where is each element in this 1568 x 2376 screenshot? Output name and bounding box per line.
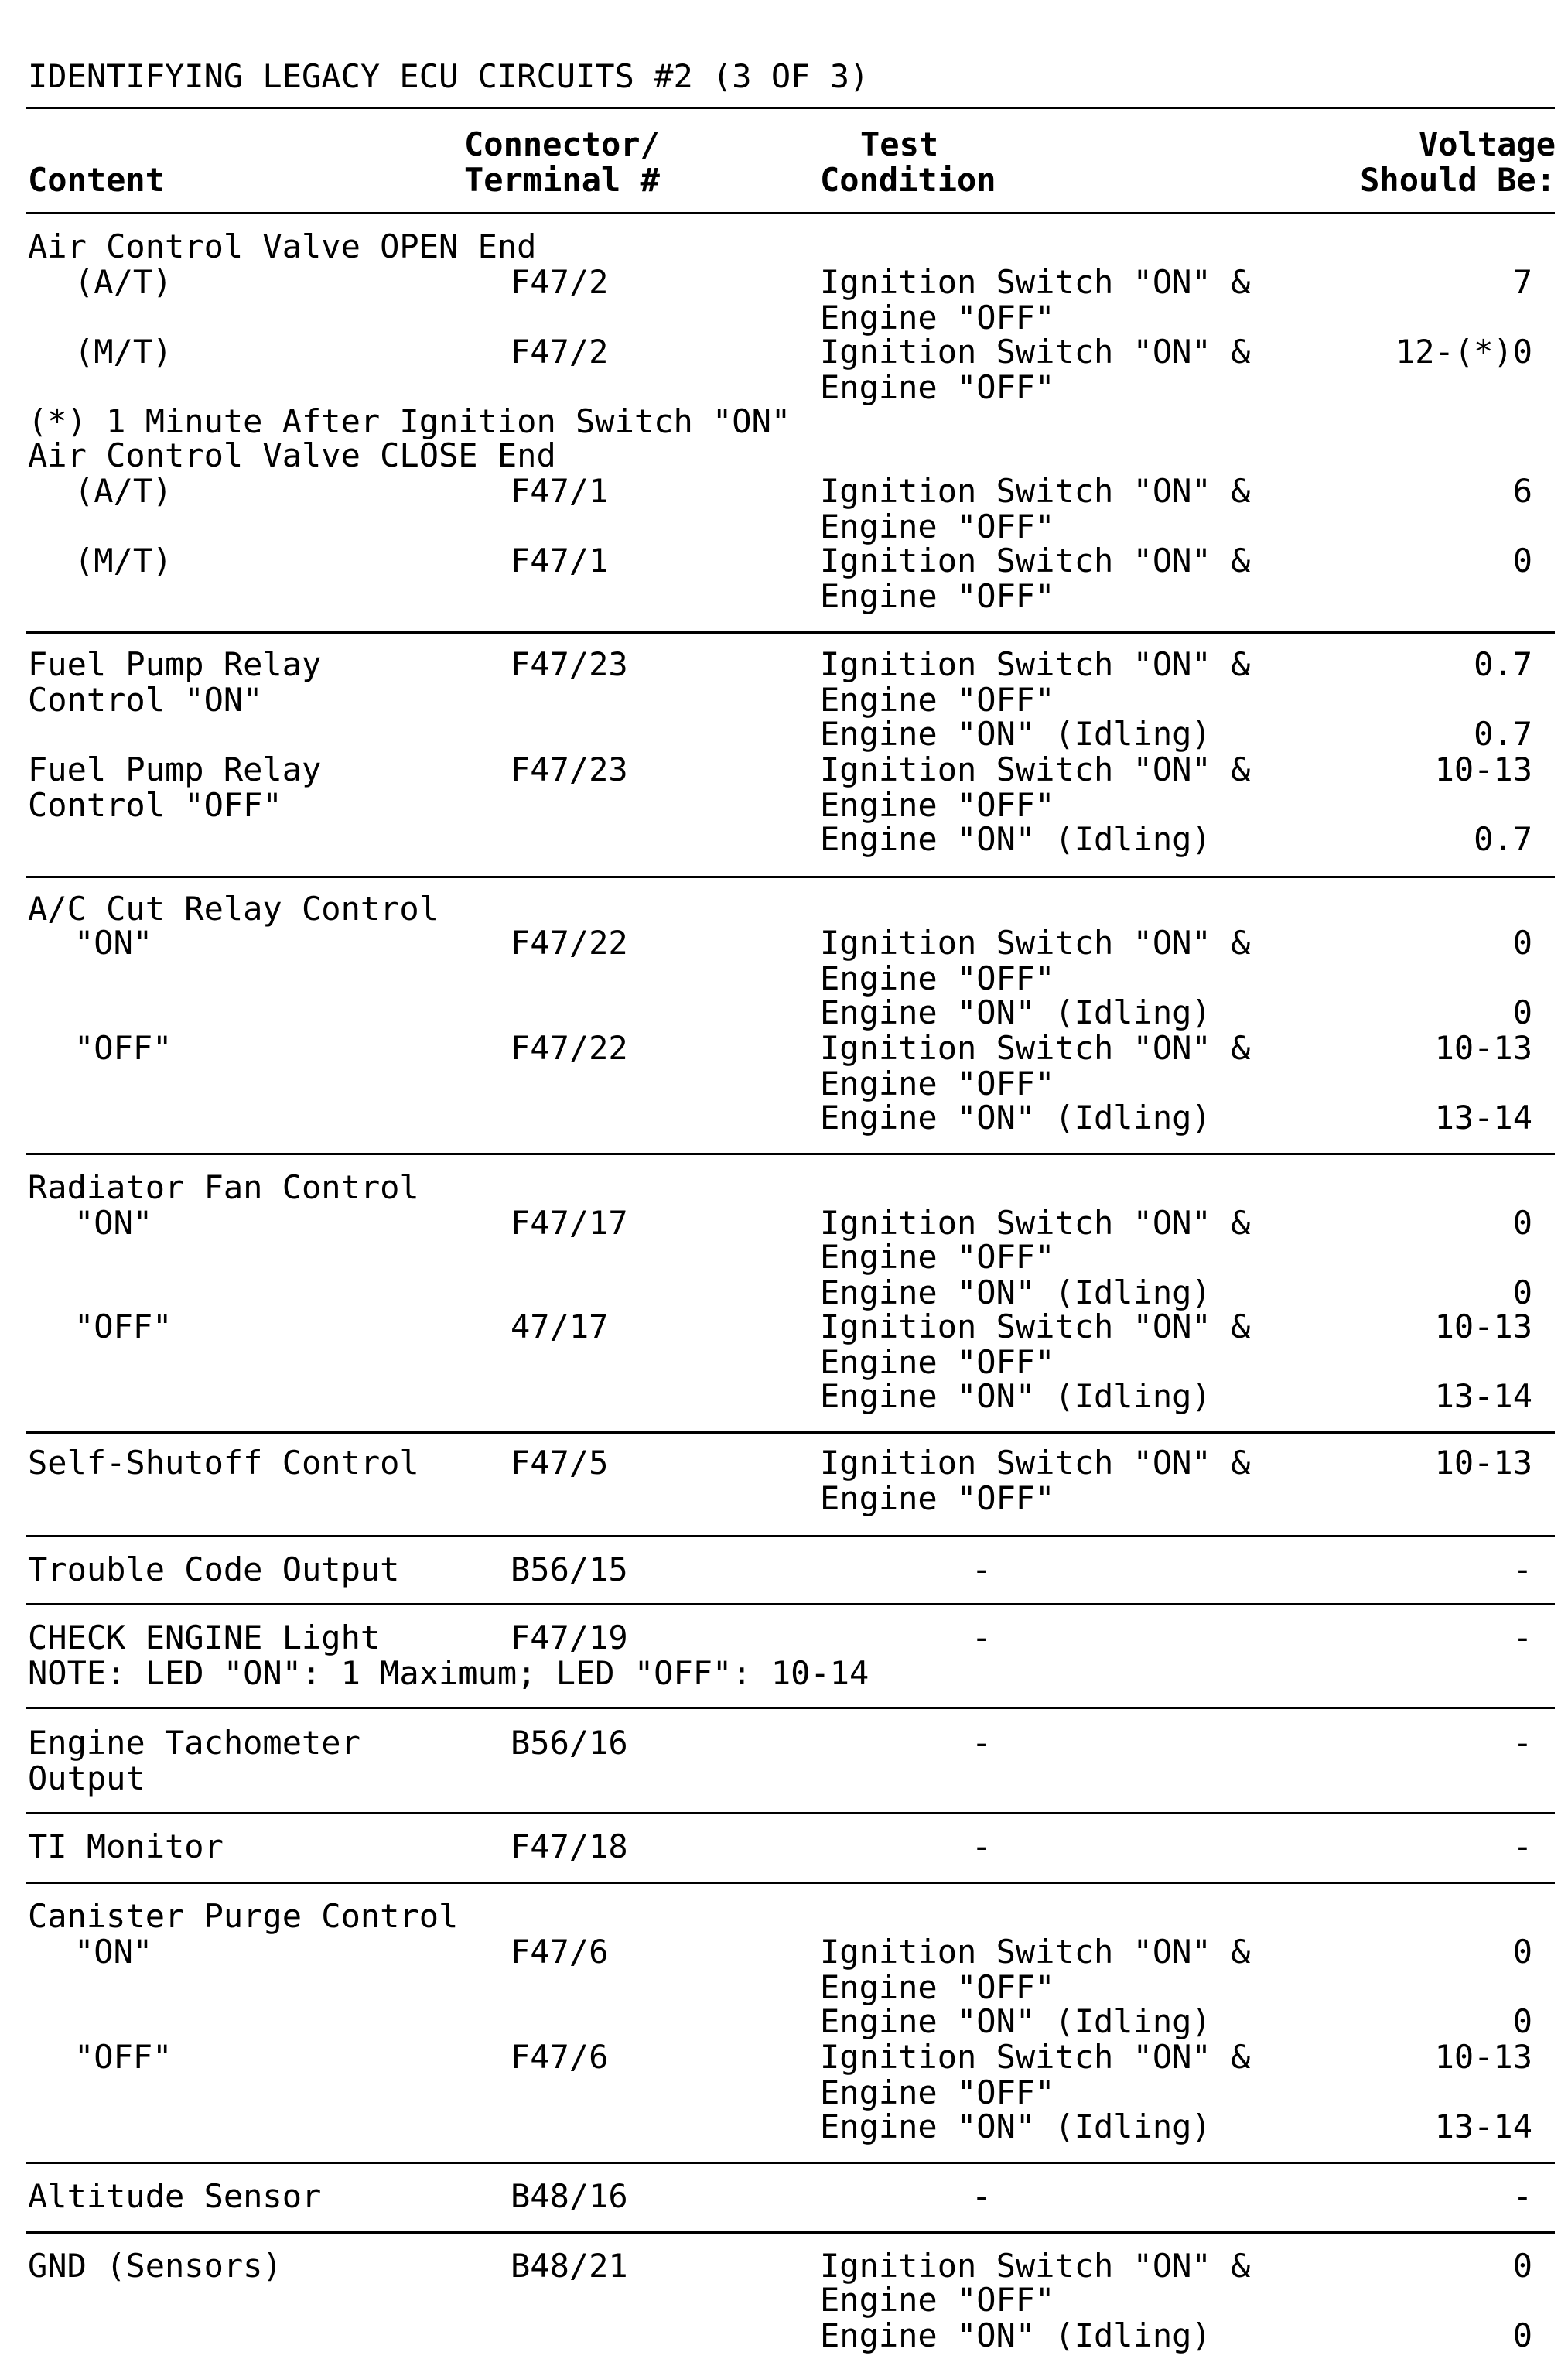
test-condition: Engine "OFF"	[820, 959, 1055, 997]
test-condition: Engine "ON" (Idling)	[820, 2316, 1211, 2354]
test-condition: Engine "ON" (Idling)	[820, 2002, 1211, 2040]
test-condition: Engine "OFF"	[820, 1065, 1055, 1103]
test-condition: Ignition Switch "ON" &	[820, 2038, 1251, 2076]
row-label: A/C Cut Relay Control	[28, 890, 439, 928]
divider	[26, 1812, 1555, 1814]
test-condition: Engine "OFF"	[820, 368, 1055, 406]
terminal-value: B48/16	[511, 2177, 628, 2215]
test-condition: Ignition Switch "ON" &	[820, 263, 1251, 301]
test-condition: -	[972, 1724, 992, 1762]
voltage-value: -	[1512, 1550, 1532, 1588]
voltage-value: 0	[1512, 2002, 1532, 2040]
row-label: Altitude Sensor	[28, 2177, 322, 2215]
voltage-value: 0	[1512, 542, 1532, 579]
header-should-be: Should Be:	[1360, 161, 1556, 199]
terminal-value: F47/17	[511, 1204, 628, 1242]
divider	[26, 1603, 1555, 1605]
test-condition: Ignition Switch "ON" &	[820, 750, 1251, 788]
row-label: Self-Shutoff Control	[28, 1444, 419, 1482]
row-sublabel: (A/T)	[74, 472, 173, 510]
row-label: Fuel Pump Relay	[28, 750, 322, 788]
test-condition: Engine "ON" (Idling)	[820, 2108, 1211, 2145]
terminal-value: F47/6	[511, 1933, 609, 1971]
voltage-value: -	[1512, 1827, 1532, 1865]
test-condition: Engine "ON" (Idling)	[820, 1273, 1211, 1311]
row-sublabel: (M/T)	[74, 333, 173, 371]
terminal-value: F47/22	[511, 924, 628, 962]
voltage-value: 0	[1512, 2316, 1532, 2354]
voltage-value: 0	[1512, 1204, 1532, 1242]
voltage-value: 10-13	[1434, 1444, 1532, 1482]
voltage-value: 13-14	[1434, 1377, 1532, 1415]
row-sublabel: (A/T)	[74, 263, 173, 301]
header-test: Test	[860, 125, 939, 163]
voltage-value: 0	[1512, 924, 1532, 962]
terminal-value: F47/2	[511, 333, 609, 371]
terminal-value: F47/5	[511, 1444, 609, 1482]
test-condition: Ignition Switch "ON" &	[820, 1029, 1251, 1067]
terminal-value: B48/21	[511, 2247, 628, 2285]
terminal-value: F47/23	[511, 750, 628, 788]
test-condition: Engine "OFF"	[820, 1479, 1055, 1517]
voltage-value: -	[1512, 1724, 1532, 1762]
divider	[26, 1707, 1555, 1709]
divider	[26, 2162, 1555, 2164]
header-connector: Connector/	[464, 125, 660, 163]
divider	[26, 2231, 1555, 2234]
test-condition: Engine "ON" (Idling)	[820, 820, 1211, 858]
divider	[26, 1153, 1555, 1155]
test-condition: Engine "ON" (Idling)	[820, 1099, 1211, 1137]
voltage-value: 10-13	[1434, 750, 1532, 788]
terminal-value: 47/17	[511, 1308, 609, 1345]
divider	[26, 1882, 1555, 1884]
row-label: Air Control Valve CLOSE End	[28, 436, 556, 474]
row-label: Radiator Fan Control	[28, 1168, 419, 1206]
voltage-value: 6	[1512, 472, 1532, 510]
test-condition: Engine "OFF"	[820, 2073, 1055, 2111]
test-condition: Ignition Switch "ON" &	[820, 1933, 1251, 1971]
test-condition: Engine "ON" (Idling)	[820, 715, 1211, 753]
voltage-value: 0.7	[1474, 645, 1532, 683]
voltage-value: 0	[1512, 2247, 1532, 2285]
terminal-value: F47/2	[511, 263, 609, 301]
voltage-value: -	[1512, 2177, 1532, 2215]
row-label: Output	[28, 1759, 145, 1797]
voltage-value: 12-(*)0	[1395, 333, 1532, 371]
voltage-value: 0	[1512, 1273, 1532, 1311]
terminal-value: F47/23	[511, 645, 628, 683]
document-title: IDENTIFYING LEGACY ECU CIRCUITS #2 (3 OF 3)	[28, 57, 869, 95]
row-sublabel: "OFF"	[74, 1308, 173, 1345]
test-condition: Engine "OFF"	[820, 299, 1055, 337]
header-condition: Condition	[820, 161, 996, 199]
test-condition: Ignition Switch "ON" &	[820, 542, 1251, 579]
divider	[26, 1535, 1555, 1537]
test-condition: Engine "OFF"	[820, 1238, 1055, 1276]
terminal-value: B56/16	[511, 1724, 628, 1762]
test-condition: Engine "OFF"	[820, 1968, 1055, 2006]
divider	[26, 107, 1555, 109]
row-sublabel: "OFF"	[74, 1029, 173, 1067]
divider	[26, 1431, 1555, 1434]
row-label: Control "OFF"	[28, 786, 282, 824]
row-label: CHECK ENGINE Light	[28, 1619, 381, 1656]
test-condition: Ignition Switch "ON" &	[820, 1204, 1251, 1242]
row-label: Engine Tachometer	[28, 1724, 360, 1762]
test-condition: Engine "ON" (Idling)	[820, 1377, 1211, 1415]
test-condition: Engine "OFF"	[820, 508, 1055, 545]
header-voltage: Voltage	[1418, 125, 1556, 163]
header-terminal: Terminal #	[464, 161, 660, 199]
test-condition: Engine "OFF"	[820, 1343, 1055, 1381]
test-condition: Engine "OFF"	[820, 577, 1055, 615]
test-condition: -	[972, 2177, 992, 2215]
test-condition: Ignition Switch "ON" &	[820, 333, 1251, 371]
test-condition: -	[972, 1827, 992, 1865]
voltage-value: 7	[1512, 263, 1532, 301]
test-condition: Ignition Switch "ON" &	[820, 924, 1251, 962]
voltage-value: 13-14	[1434, 1099, 1532, 1137]
voltage-value: -	[1512, 1619, 1532, 1656]
voltage-value: 0.7	[1474, 715, 1532, 753]
test-condition: -	[972, 1619, 992, 1656]
voltage-value: 0.7	[1474, 820, 1532, 858]
header-content: Content	[28, 161, 166, 199]
test-condition: Engine "OFF"	[820, 681, 1055, 719]
test-condition: Engine "OFF"	[820, 786, 1055, 824]
divider	[26, 212, 1555, 214]
voltage-value: 10-13	[1434, 1308, 1532, 1345]
voltage-value: 13-14	[1434, 2108, 1532, 2145]
terminal-value: F47/18	[511, 1827, 628, 1865]
test-condition: -	[972, 1550, 992, 1588]
test-condition: Engine "OFF"	[820, 2281, 1055, 2319]
row-label: Fuel Pump Relay	[28, 645, 322, 683]
terminal-value: F47/1	[511, 472, 609, 510]
divider	[26, 631, 1555, 634]
terminal-value: F47/6	[511, 2038, 609, 2076]
row-label: Control "ON"	[28, 681, 263, 719]
test-condition: Ignition Switch "ON" &	[820, 1308, 1251, 1345]
test-condition: Ignition Switch "ON" &	[820, 472, 1251, 510]
row-label: GND (Sensors)	[28, 2247, 282, 2285]
row-sublabel: "OFF"	[74, 2038, 173, 2076]
row-label: Trouble Code Output	[28, 1550, 400, 1588]
divider	[26, 876, 1555, 878]
test-condition: Ignition Switch "ON" &	[820, 1444, 1251, 1482]
footnote: (*) 1 Minute After Ignition Switch "ON"	[28, 402, 791, 440]
row-note: NOTE: LED "ON": 1 Maximum; LED "OFF": 10-14	[28, 1654, 869, 1692]
test-condition: Engine "ON" (Idling)	[820, 993, 1211, 1031]
voltage-value: 10-13	[1434, 2038, 1532, 2076]
row-sublabel: "ON"	[74, 924, 153, 962]
terminal-value: F47/19	[511, 1619, 628, 1656]
voltage-value: 0	[1512, 1933, 1532, 1971]
voltage-value: 10-13	[1434, 1029, 1532, 1067]
voltage-value: 0	[1512, 993, 1532, 1031]
row-sublabel: (M/T)	[74, 542, 173, 579]
row-sublabel: "ON"	[74, 1933, 153, 1971]
row-sublabel: "ON"	[74, 1204, 153, 1242]
row-label: Air Control Valve OPEN End	[28, 227, 537, 265]
terminal-value: B56/15	[511, 1550, 628, 1588]
test-condition: Ignition Switch "ON" &	[820, 2247, 1251, 2285]
test-condition: Ignition Switch "ON" &	[820, 645, 1251, 683]
row-label: TI Monitor	[28, 1827, 224, 1865]
terminal-value: F47/1	[511, 542, 609, 579]
terminal-value: F47/22	[511, 1029, 628, 1067]
row-label: Canister Purge Control	[28, 1897, 459, 1935]
